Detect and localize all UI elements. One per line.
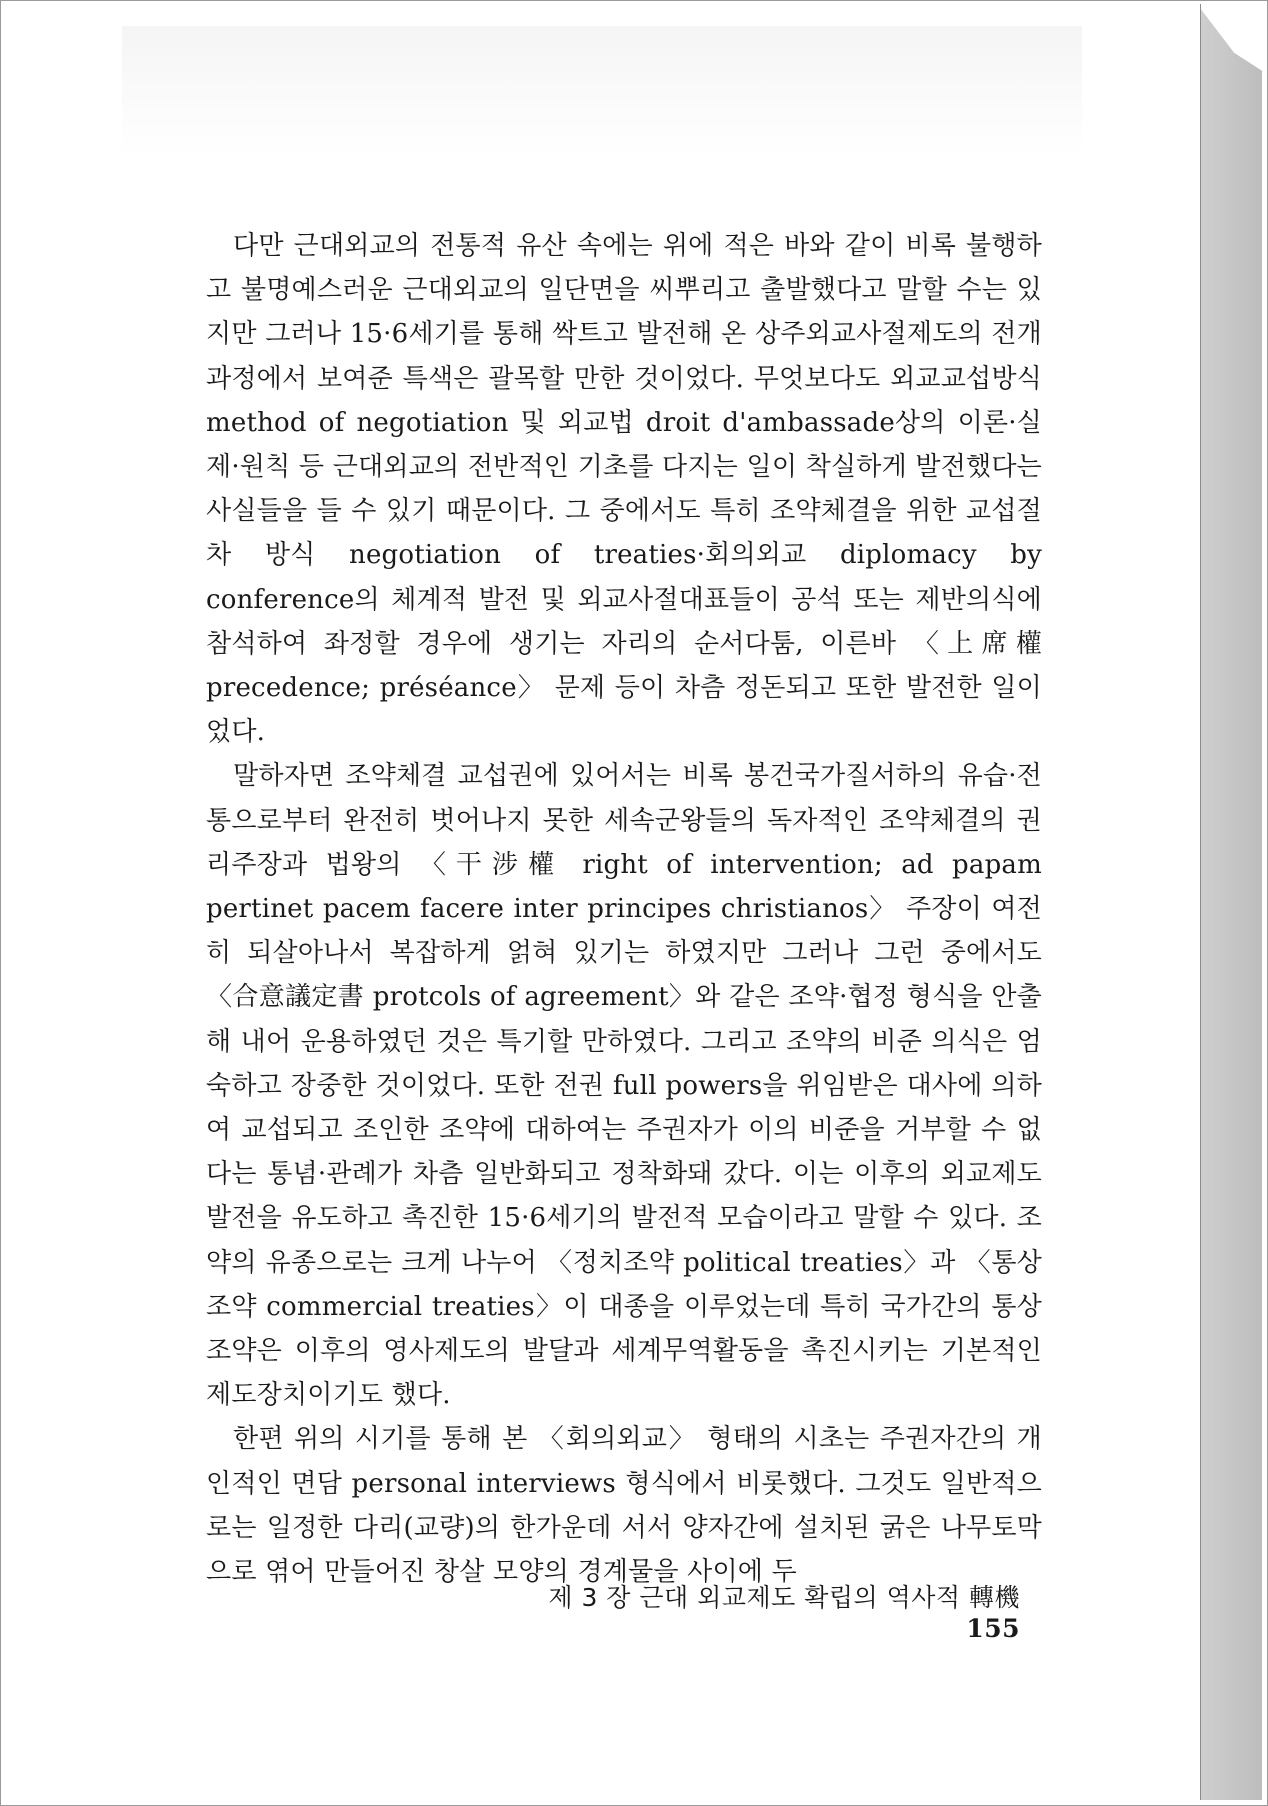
running-footer-chapter: 제 3 장 근대 외교제도 확립의 역사적 轉機 <box>548 1583 1020 1612</box>
page-edge-shadow <box>1200 8 1262 1800</box>
page-scan-tone <box>122 26 1082 156</box>
page-footer <box>480 1578 1020 1643</box>
page-number: 155 <box>966 1614 1020 1643</box>
paragraph-3: 한편 위의 시기를 통해 본 〈회의외교〉 형태의 시초는 주권자간의 개인적인 면담 personal interviews 형식에서 비롯했다. 그것도 일반적으로는 일정한 다리(교량)의 한가운데 서서 양자간에 설치된 굵은 나무토막으로 엮어 만들어진 창살 모양의 경계물을 사이에 두 <box>206 1424 1042 1588</box>
paragraph-1: 다만 근대외교의 전통적 유산 속에는 위에 적은 바와 같이 비록 불행하고 불명예스러운 근대외교의 일단면을 씨뿌리고 출발했다고 말할 수는 있지만 그러나 15·6세기를 통해 싹트고 발전해 온 상주외교사절제도의 전개과정에서 보여준 특색은 괄목할 만한 것이었다. 무엇보다도 외교교섭방식 method of negotiation 및 외교법 droit d'ambassade상의 이론·실제·원칙 등 근대외교의 전반적인 기초를 다지는 일이 착실하게 발전했다는 사실들을 들 수 있기 때문이다. 그 중에서도 특히 조약체결을 위한 교섭절차 방식 negotiation of treaties·회의외교 diplomacy by conference의 체계적 발전 및 외교사절대표들이 공석 또는 제반의식에 참석하여 좌정할 경우에 생기는 자리의 순서다툼, 이른바 〈上席權 precedence; préséance〉 문제 등이 차츰 정돈되고 또한 발전한 일이었다. <box>206 231 1042 748</box>
paragraph-2: 말하자면 조약체결 교섭권에 있어서는 비록 봉건국가질서하의 유습·전통으로부터 완전히 벗어나지 못한 세속군왕들의 독자적인 조약체결의 권리주장과 법왕의 〈干涉權 right of intervention; ad papam pertinet pacem facere inter principes christianos〉 주장이 여전히 되살아나서 복잡하게 얽혀 있기는 하였지만 그러나 그런 중에서도 〈合意議定書 protcols of agreement〉와 같은 조약·협정 형식을 안출해 내어 운용하였던 것은 특기할 만하였다. 그리고 조약의 비준 의식은 엄숙하고 장중한 것이었다. 또한 전권 full powers을 위임받은 대사에 의하여 교섭되고 조인한 조약에 대하여는 주권자가 이의 비준을 거부할 수 없다는 통념·관례가 차츰 일반화되고 정착화돼 갔다. 이는 이후의 외교제도 발전을 유도하고 촉진한 15·6세기의 발전적 모습이라고 말할 수 있다. 조약의 유종으로는 크게 나누어 〈정치조약 political treaties〉과 〈통상조약 commercial treaties〉이 대종을 이루었는데 특히 국가간의 통상조약은 이후의 영사제도의 발달과 세계무역활동을 촉진시키는 기본적인 제도장치이기도 했다. <box>206 761 1042 1411</box>
body-text <box>206 224 1042 1594</box>
